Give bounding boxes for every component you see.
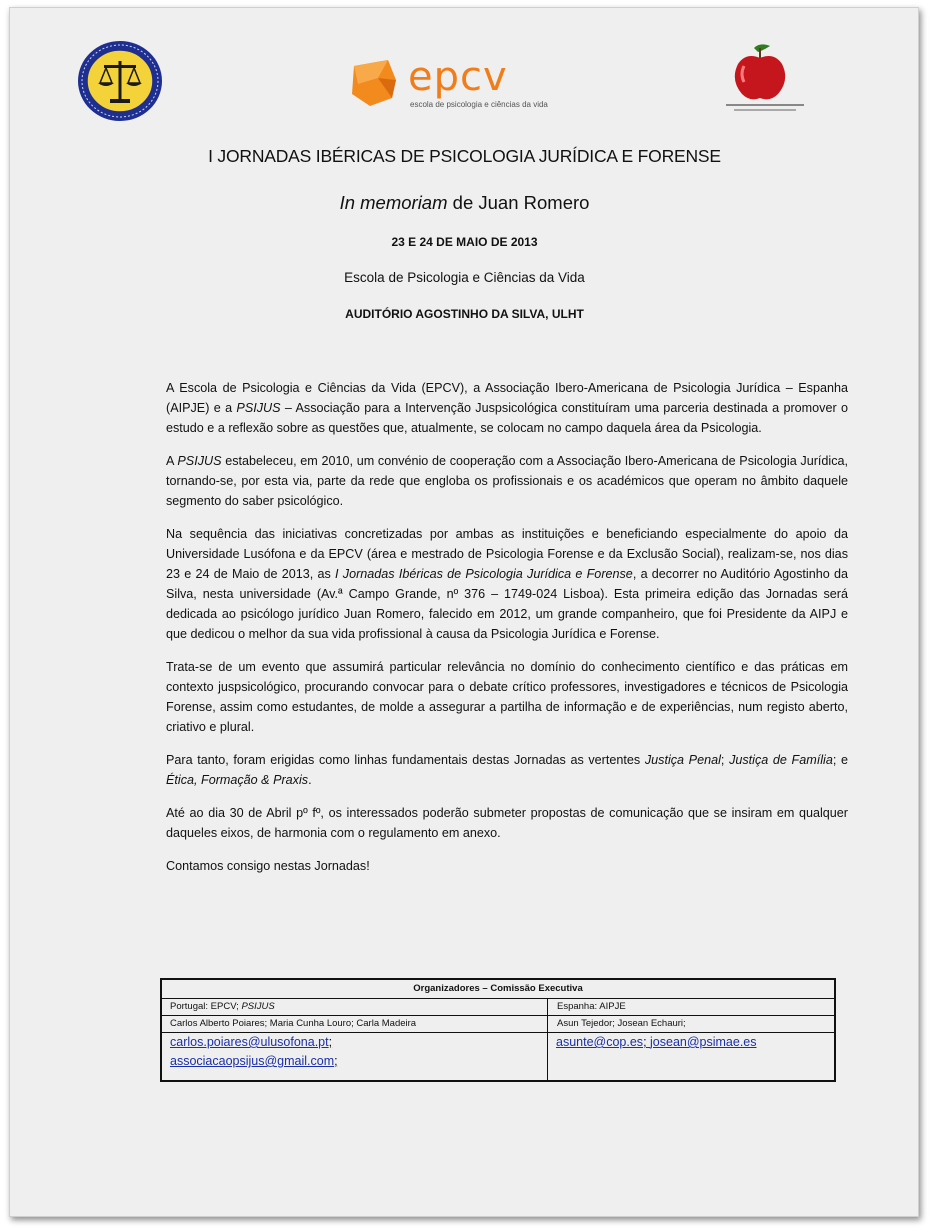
epcv-logo [348,56,588,116]
spain-people: Asun Tejedor; Josean Echauri; [557,1018,686,1029]
event-title: I JORNADAS IBÉRICAS DE PSICOLOGIA JURÍDICA E FORENSE [208,146,721,166]
text-segment-0: Para tanto, foram erigidas como linhas fundamentais destas Jornadas as vertentes [166,753,645,767]
portugal-label-text: Portugal: EPCV; [170,1001,242,1012]
italic-text-1: I Jornadas Ibéricas de Psicologia Jurídica e Forense [335,567,633,581]
paragraph-3 [166,524,848,644]
email-josean-link[interactable]: josean@psimae.es [650,1035,757,1049]
psijus-apple-logo [720,42,810,120]
text-segment-0: Na sequência das iniciativas concretizadas por ambas as instituições e beneficiando especialmente do apoio da Universidade Lusófona e da EPCV (área e mestrado de Psicologia Forense e da Exclusão Social), realizam-se, nos dias 23 e 24 de Maio de 2013, as [166,527,848,581]
paragraph-5 [166,750,848,790]
organizers-heading: Organizadores – Comissão Executiva [162,980,834,999]
text-segment-6: . [308,773,312,787]
epcv-mark-icon [348,58,400,108]
italic-text-1: PSIJUS [236,401,281,415]
text-segment-2: , a decorrer no Auditório Agostinho da Silva, nesta universidade (Av.ª Campo Grande, nº 376 – 1749-024 Lisboa). Esta primeira edição das Jornadas será dedicada ao psicólogo jurídico Juan Romero, falecido em 2012, um grande companheiro, que foi Presidente da AIPJ e que dedicou o melhor da sua vida profissional à causa da Psicologia Jurídica e Forense. [166,567,848,641]
memoriam-name: de Juan Romero [447,192,590,213]
email-line-pt-2 [170,1054,338,1068]
memoriam-line [0,192,929,214]
email-line-es [556,1035,757,1049]
paragraph-7 [166,856,848,876]
email-associacao-psijus-link[interactable]: associacaopsijus@gmail.com [170,1054,335,1068]
text-segment-0: A Escola de Psicologia e Ciências da Vida (EPCV), a Associação Ibero-Americana de Psicologia Jurídica – Espanha (AIPJE) e a [166,381,848,415]
organizers-people-row [162,1015,834,1033]
paragraph-6 [166,803,848,843]
table-divider [547,998,548,1080]
text-segment-0: Até ao dia 30 de Abril pº fº, os interessados poderão submeter propostas de comunicação que se insiram em qualquer daqueles eixos, de harmonia com o regulamento em anexo. [166,806,848,840]
text-segment-4: ; e [832,753,848,767]
organizers-table [160,978,836,1082]
portugal-people: Carlos Alberto Poiares; Maria Cunha Louro; Carla Madeira [170,1018,417,1029]
paragraph-1 [166,378,848,438]
paragraph-4 [166,657,848,737]
paragraph-2 [166,451,848,511]
epcv-tagline: escola de psicologia e ciências da vida [410,100,548,109]
text-segment-2: estabeleceu, em 2010, um convénio de cooperação com a Associação Ibero-Americana de Psicologia Jurídica, tornando-se, por esta via, parte da rede que engloba os profissionais e os académicos que operam no âmbito daquele segmento do saber psicológico. [166,454,848,508]
email-asunte-link[interactable]: asunte@cop.es [556,1035,644,1049]
memoriam-italic: In memoriam [339,192,448,213]
email-separator: ; [643,1035,651,1049]
email-separator: ; [334,1054,338,1068]
portugal-label [162,998,275,1015]
italic-text-3: Justiça de Família [729,753,833,767]
text-segment-0: Trata-se de um evento que assumirá particular relevância no domínio do conhecimento científico e das práticas em contexto juspsicológico, procurando convocar para o debate crítico professores, investigadores e técnicos de Psicologia Forense, assim como estudantes, de molde a assegurar a partilha de informação e de experiências, num registo aberto, criativo e plural. [166,660,848,734]
email-line-pt-1 [170,1035,332,1049]
body-text [166,378,848,889]
seal-logo [76,39,164,123]
event-date: 23 E 24 DE MAIO DE 2013 [391,235,538,249]
italic-text-1: Justiça Penal [644,753,721,767]
spain-label: Espanha: AIPJE [557,1001,626,1012]
school-name: Escola de Psicologia e Ciências da Vida [344,270,585,285]
text-segment-0: A [166,454,178,468]
email-separator: ; [328,1035,333,1049]
italic-text-1: PSIJUS [177,454,222,468]
italic-text-5: Ética, Formação & Praxis [166,773,309,787]
portugal-psijus: PSIJUS [241,1001,275,1012]
epcv-wordmark: epcv [408,54,508,100]
organizers-country-row [162,998,834,1016]
text-segment-2: – Associação para a Intervenção Juspsicológica constituíram uma parceria destinada a promover o estudo e a reflexão sobre as questões que, atualmente, se colocam no campo daquela área da Psicologia. [166,401,848,435]
text-segment-2: ; [720,753,730,767]
auditorium-location: AUDITÓRIO AGOSTINHO DA SILVA, ULHT [345,307,584,321]
email-carlos-poiares-link[interactable]: carlos.poiares@ulusofona.pt [170,1035,329,1049]
text-segment-0: Contamos consigo nestas Jornadas! [166,859,370,873]
